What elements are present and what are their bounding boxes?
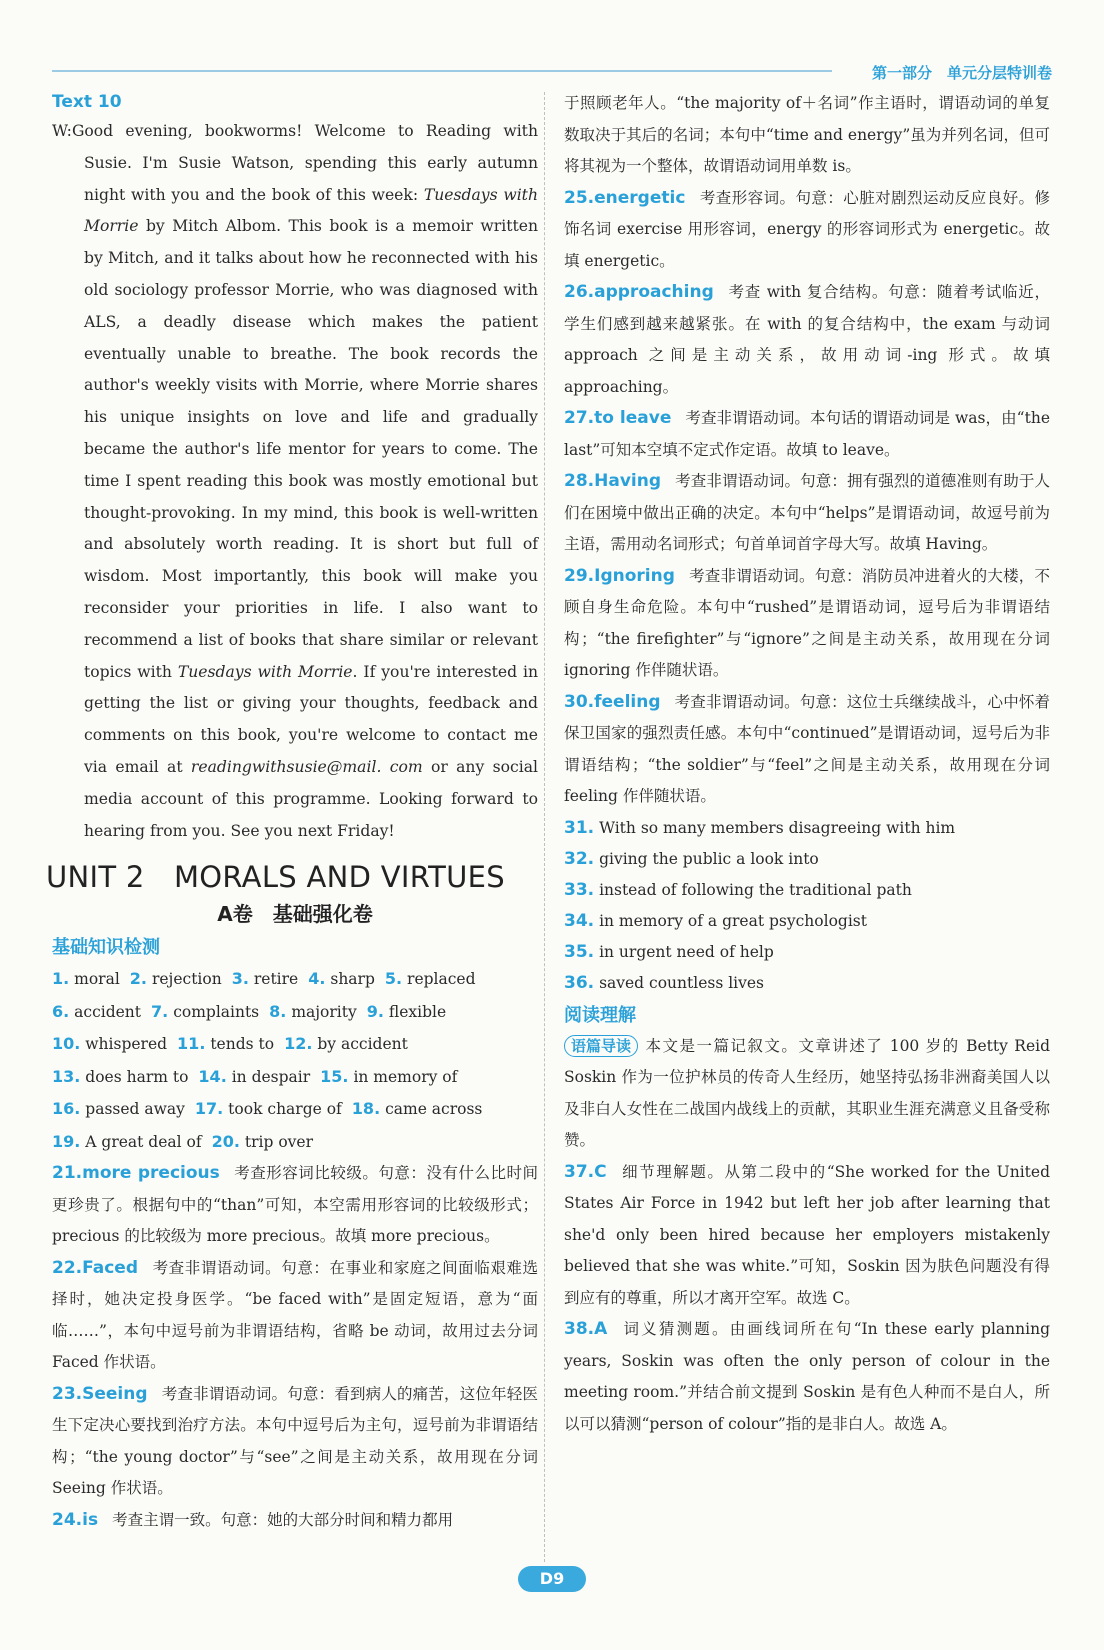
sentence-answer: 36. saved countless lives — [564, 972, 765, 993]
page-number: D9 — [518, 1566, 586, 1592]
answer-27: 27.to leave 考查非谓语动词。本句话的谓语动词是 was，由“the last”可知本空填不定式作定语。故填 to leave。 — [564, 408, 1050, 459]
text10-title: Text 10 — [52, 92, 122, 112]
sentence-answer: 32. giving the public a look into — [564, 848, 819, 869]
passage-intro: 语篇导读 本文是一篇记叙文。文章讲述了 100 岁的 Betty Reid Soskin 作为一位护林员的传奇人生经历，她坚持弘扬非洲裔美国人以及非白人女性在二战国内战线上的贡献，其职业生涯充满意义且备受称赞。 — [564, 1036, 1050, 1149]
sentence-answer: 33. instead of following the traditional path — [564, 879, 912, 900]
fill-answer: 17. took charge of — [194, 1099, 342, 1119]
fill-answer: 15. in memory of — [320, 1066, 458, 1086]
answer-24: 24.is 考查主谓一致。句意：她的大部分时间和精力都用 — [52, 1509, 454, 1530]
answer-38: 38.A 词义猜测题。由画线词所在句“In these early planning years, Soskin was often the only person of colour in the meeting room.”并结合前文提到 Soskin 是有色人种而不是白人，所以可以猜测“person of colour”指的是非白人。故选 A。 — [564, 1319, 1050, 1433]
header-rule — [52, 70, 832, 72]
answer-26: 26.approaching 考查 with 复合结构。句意：随着考试临近，学生们感到越来越紧张。在 with 的复合结构中，the exam 与动词 approach 之间是主动关系，故用动词-ing 形式。故填 approaching。 — [564, 282, 1050, 396]
fill-answer: 13. does harm to — [52, 1066, 189, 1086]
email-address: readingwithsusie@mail. com — [190, 757, 423, 776]
column-divider — [544, 92, 545, 1562]
fill-answer: 7. complaints — [151, 1001, 260, 1021]
fill-answer: 6. accident — [52, 1001, 142, 1021]
speaker-label: W: — [52, 122, 72, 140]
sentence-answer: 31. With so many members disagreeing with him — [564, 817, 956, 838]
left-column — [46, 88, 538, 1536]
fill-answer: 1. moral — [52, 969, 120, 989]
fill-answer: 9. flexible — [366, 1001, 447, 1021]
answer-21: 21.more precious 考查形容词比较级。句意：没有什么比时间更珍贵了。根据句中的“than”可知，本空需用形容词的比较级形式；precious 的比较级为 more precious。故填 more precious。 — [52, 1163, 538, 1246]
answer-23: 23.Seeing 考查非谓语动词。句意：看到病人的痛苦，这位年轻医生下定决心要找到治疗方法。本句中逗号后为主句，逗号前为非谓语结构；“the young doctor”与“see”之间是主动关系，故用现在分词 Seeing 作状语。 — [52, 1383, 538, 1498]
sentence-answer: 35. in urgent need of help — [564, 941, 774, 962]
fill-answer: 10. whispered — [52, 1034, 168, 1054]
fill-answer: 2. rejection — [129, 969, 222, 989]
fill-answers — [52, 963, 538, 1158]
answer-28: 28.Having 考查非谓语动词。句意：拥有强烈的道德准则有助于人们在困境中做出正确的决定。本句中“helps”是谓语动词，故逗号前为主语，需用动名词形式；句首单词首字母大写。故填 Having。 — [564, 471, 1050, 553]
answer-30: 30.feeling 考查非谓语动词。句意：这位士兵继续战斗，心中怀着保卫国家的强烈责任感。本句中“continued”是谓语动词，逗号后为非谓语结构；“the soldier”与“feel”之间是主动关系，故用现在分词 feeling 作伴随状语。 — [564, 691, 1050, 805]
fill-answer: 12. by accident — [284, 1034, 408, 1054]
section-reading: 阅读理解 — [564, 1004, 636, 1026]
sentence-answer: 34. in memory of a great psychologist — [564, 910, 867, 931]
transcript-paragraph: W:Good evening, bookworms! Welcome to Reading with Susie. I'm Susie Watson, spending this early autumn night with you and the book of this week: Tuesdays with Morrie by Mitch Albom. This book is a memoir written by Mitch, and it talks about how he reconnected with his old sociology professor Morrie, who was diagnosed with ALS, a deadly disease which makes the patient eventually unable to breathe. The book records the author's weekly visits with Morrie, where Morrie shares his unique insights on love and life and gradually became the author's life mentor for years to come. The time I spent reading this book was mostly emotional but thought-provoking. In my mind, this book is well-written and absolutely worth reading. It is short but full of wisdom. Most importantly, this book will make you reconsider your priorities in life. I also want to recommend a list of books that share similar or relevant topics with Tuesdays with Morrie. If you're interested in getting the list or giving your thoughts, feedback and comments on this book, you're welcome to contact me via email at readingwithsusie@mail. com or any social media account of this programme. Looking forward to hearing from you. See you next Friday! — [52, 122, 538, 840]
fill-answer: 20. trip over — [211, 1131, 313, 1151]
fill-answer: 4. sharp — [308, 969, 375, 989]
answer-22: 22.Faced 考查非谓语动词。句意：在事业和家庭之间面临艰难选择时，她决定投身医学。“be faced with”是固定短语，意为“面临……”，本句中逗号前为非谓语结构，省略 be 动词，故用过去分词 Faced 作状语。 — [52, 1257, 538, 1372]
answer-24-continued: 于照顾老年人。“the majority of＋名词”作主语时，谓语动词的单复数取决于其后的名词；本句中“time and energy”虽为并列名词，但可将其视为一个整体，故谓语动词用单数 is。 — [564, 94, 1050, 175]
answer-37: 37.C 细节理解题。从第二段中的“She worked for the United States Air Force in 1942 but left her job after learning that she'd only been hired because her employers mistakenly believed that she was white.”可知，Soskin 因为肤色问题没有得到应有的尊重，所以才离开空军。故选 C。 — [564, 1161, 1050, 1307]
unit-subtitle: A卷 基础强化卷 — [217, 902, 373, 927]
answer-29: 29.Ignoring 考查非谓语动词。句意：消防员冲进着火的大楼，不顾自身生命危险。本句中“rushed”是谓语动词，逗号后为非谓语结构；“the firefighter”与“ignore”之间是主动关系，故用现在分词 ignoring 作伴随状语。 — [564, 565, 1050, 679]
fill-answer: 11. tends to — [177, 1034, 275, 1054]
passage-guide-tag: 语篇导读 — [564, 1035, 638, 1057]
fill-answer: 16. passed away — [52, 1099, 185, 1119]
unit-title: UNIT 2 MORALS AND VIRTUES — [46, 860, 505, 895]
fill-answer: 8. majority — [269, 1001, 357, 1021]
section-basic-knowledge: 基础知识检测 — [52, 937, 160, 959]
answer-25: 25.energetic 考查形容词。句意：心脏对剧烈运动反应良好。修饰名词 exercise 用形容词，energy 的形容词形式为 energetic。故填 energetic。 — [564, 187, 1050, 270]
fill-answer: 14. in despair — [198, 1066, 311, 1086]
header-text: 第一部分 单元分层特训卷 — [871, 64, 1052, 82]
fill-answer: 3. retire — [231, 969, 299, 989]
sentence-answers — [564, 813, 1050, 999]
fill-answer: 5. replaced — [384, 969, 476, 989]
fill-answer: 18. came across — [351, 1099, 483, 1119]
right-column — [564, 88, 1050, 1440]
fill-answer: 19. A great deal of — [52, 1131, 202, 1151]
